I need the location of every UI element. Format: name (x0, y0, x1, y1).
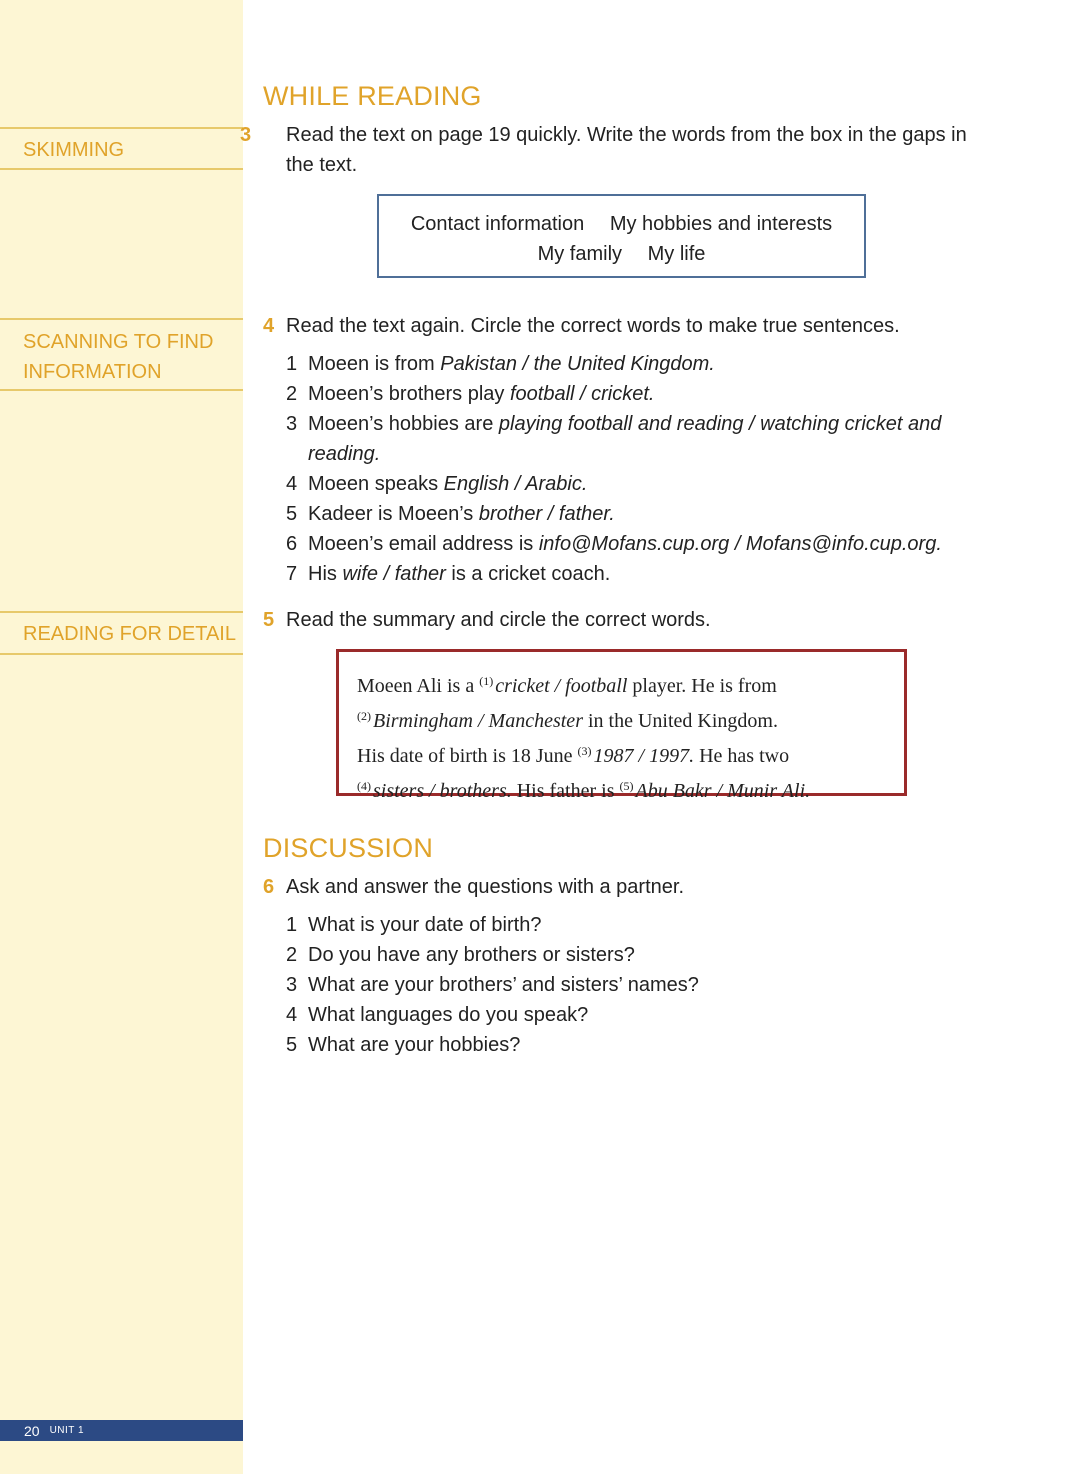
answer-options[interactable]: info@Mofans.cup.org / Mofans@info.cup.org. (538, 533, 942, 555)
answer-options[interactable]: 1987 / 1997. (593, 745, 695, 767)
task-4 (263, 311, 973, 341)
list-item: 4 What languages do you speak? (286, 1004, 589, 1026)
sidebar-label-detail: READING FOR DETAIL (0, 611, 243, 655)
task-3 (240, 120, 996, 180)
list-item: 1 Moeen is from Pakistan / the United Kingdom. (286, 353, 715, 375)
summary-line: $^{(2)}$ Birmingham / Manchester in the United Kingdom. (357, 709, 778, 732)
task-number: 5 (263, 609, 275, 631)
list-item: 1 What is your date of birth? (286, 914, 542, 936)
word-box-item: My family (537, 243, 623, 265)
page-number: 20 (24, 1422, 40, 1439)
answer-options[interactable]: cricket / football (495, 675, 628, 697)
list-item: 3 What are your brothers’ and sisters’ names? (286, 974, 699, 996)
list-item: 6 Moeen’s email address is info@Mofans.cup.org / Mofans@info.cup.org. (286, 533, 942, 555)
answer-options[interactable]: wife / father (342, 563, 446, 585)
answer-options[interactable]: football / cricket. (509, 383, 655, 405)
task-instruction: Ask and answer the questions with a partner. (286, 876, 685, 898)
list-item: 2 Do you have any brothers or sisters? (286, 944, 635, 966)
task-instruction: Read the text again. Circle the correct words to make true sentences. (286, 315, 900, 337)
discussion-heading: DISCUSSION (263, 833, 434, 863)
task-number: 6 (263, 876, 275, 898)
task-4-list (286, 349, 986, 589)
task-instruction: Read the summary and circle the correct words. (286, 609, 711, 631)
sidebar (0, 0, 243, 1474)
while-reading-heading: WHILE READING (263, 81, 482, 111)
page-footer (0, 1420, 243, 1441)
list-item: 4 Moeen speaks English / Arabic. (286, 473, 588, 495)
word-box-item: My hobbies and interests (609, 213, 833, 235)
summary-line: $^{(4)}$ sisters / brothers. His father is $^{(5)}$ Abu Bakr / Munir Ali. (357, 779, 811, 802)
answer-options[interactable]: Pakistan / the United Kingdom. (440, 353, 715, 375)
answer-options[interactable]: sisters / brothers. (373, 780, 512, 802)
word-box-item: My life (647, 243, 706, 265)
answer-options[interactable]: Birmingham / Manchester (373, 710, 583, 732)
answer-options[interactable]: brother / father. (478, 503, 615, 525)
summary-line: Moeen Ali is a $^{(1)}$ cricket / football player. He is from (357, 674, 777, 697)
word-box-item: Contact information (410, 213, 585, 235)
answer-options[interactable]: playing football and reading / watching cricket and reading. (308, 413, 942, 465)
task-number: 4 (263, 315, 275, 337)
list-item: 3 Moeen’s hobbies are playing football and reading / watching cricket and reading. (286, 413, 942, 465)
summary-box (336, 649, 907, 802)
task-5 (263, 605, 973, 635)
task-number: 3 (240, 124, 252, 146)
unit-label: UNIT 1 (49, 1425, 85, 1436)
summary-line: His date of birth is 18 June $^{(3)}$ 1987 / 1997. He has two (357, 744, 790, 767)
list-item: 5 Kadeer is Moeen’s brother / father. (286, 503, 615, 525)
sidebar-label-scanning: SCANNING TO FIND INFORMATION (0, 318, 243, 391)
sidebar-label-skimming: SKIMMING (0, 127, 243, 170)
answer-options[interactable]: English / Arabic. (443, 473, 588, 495)
list-item: 7 His wife / father is a cricket coach. (286, 563, 611, 585)
task-instruction: Read the text on page 19 quickly. Write the words from the box in the gaps in the text. (286, 124, 967, 176)
list-item: 2 Moeen’s brothers play football / cricket. (286, 383, 655, 405)
word-box (377, 194, 866, 278)
list-item: 5 What are your hobbies? (286, 1034, 521, 1056)
answer-options[interactable]: Abu Bakr / Munir Ali. (635, 780, 811, 802)
task-6 (263, 872, 973, 902)
task-6-list (286, 910, 986, 1060)
